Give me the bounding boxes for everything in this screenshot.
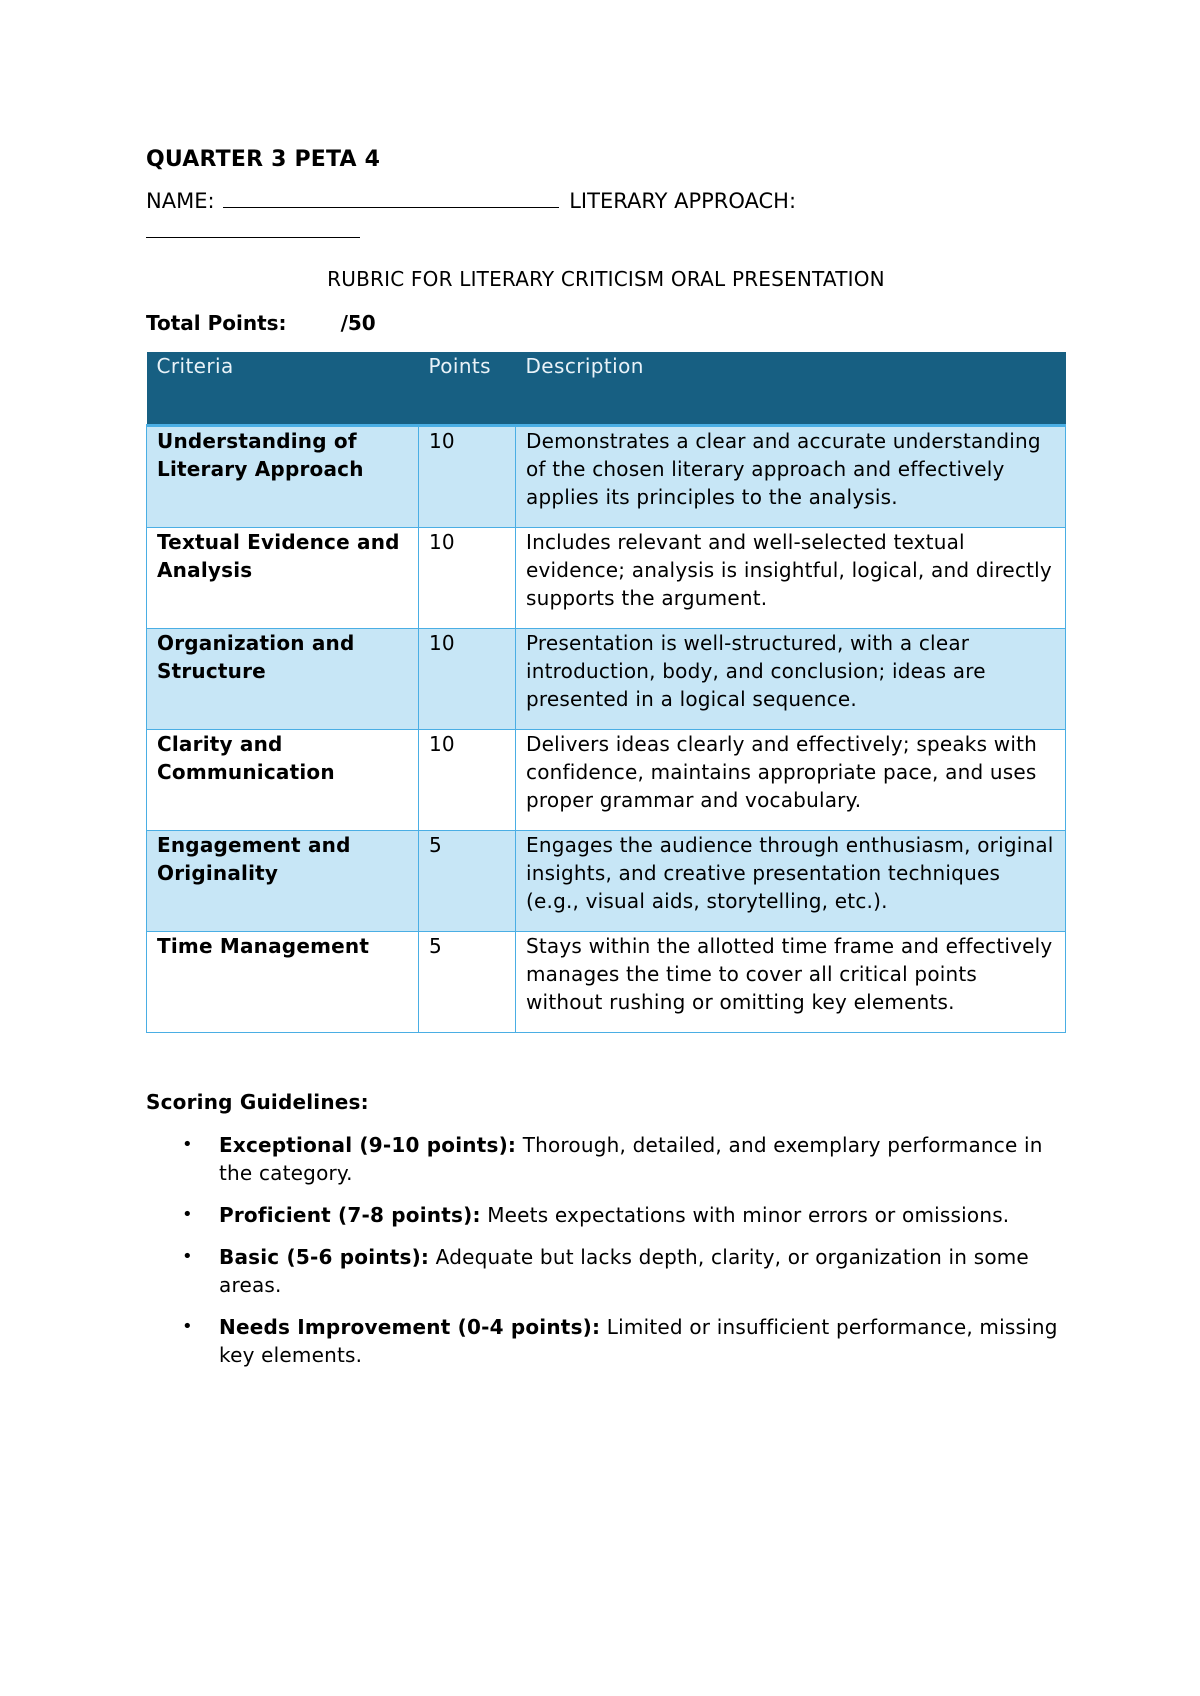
table-row: [147, 932, 1066, 1033]
criteria-cell: Understanding of Literary Approach: [147, 426, 419, 528]
list-item: [146, 1243, 1066, 1299]
points-cell: 10: [419, 629, 516, 730]
document-page: [146, 140, 1066, 1383]
bullet-icon: •: [182, 1204, 193, 1225]
criteria-cell: Organization and Structure: [147, 629, 419, 730]
points-cell: 5: [419, 932, 516, 1033]
guideline-text: Adequate but lacks depth, clarity, or organization in some areas.: [219, 1245, 1029, 1297]
total-points-value: /50: [340, 311, 376, 335]
description-cell: Includes relevant and well-selected textual evidence; analysis is insightful, logical, and directly supports the argument.: [516, 528, 1066, 629]
description-column-header: Description: [516, 352, 1066, 426]
points-cell: 10: [419, 426, 516, 528]
description-cell: Presentation is well-structured, with a clear introduction, body, and conclusion; ideas are presented in a logical sequence.: [516, 629, 1066, 730]
rubric-header-row: [147, 352, 1066, 426]
table-row: [147, 629, 1066, 730]
criteria-cell: Textual Evidence and Analysis: [147, 528, 419, 629]
description-cell: Stays within the allotted time frame and effectively manages the time to cover all critical points without rushing or omitting key elements.: [516, 932, 1066, 1033]
rubric-title: RUBRIC FOR LITERARY CRITICISM ORAL PRESENTATION: [327, 267, 885, 291]
scoring-guidelines-list: [146, 1131, 1066, 1369]
criteria-cell: Time Management: [147, 932, 419, 1033]
guideline-label: Exceptional (9-10 points):: [219, 1133, 517, 1157]
criteria-cell: Engagement and Originality: [147, 831, 419, 932]
total-points-label: Total Points:: [146, 311, 287, 335]
bullet-icon: •: [182, 1316, 193, 1337]
criteria-column-header: Criteria: [147, 352, 419, 426]
points-cell: 5: [419, 831, 516, 932]
table-row: [147, 528, 1066, 629]
table-row: [147, 730, 1066, 831]
list-item: [146, 1131, 1066, 1187]
literary-approach-label: LITERARY APPROACH:: [569, 189, 797, 213]
rubric-table: [146, 352, 1066, 1033]
guideline-label: Needs Improvement (0-4 points):: [219, 1315, 601, 1339]
list-item: [146, 1201, 1066, 1229]
description-cell: Engages the audience through enthusiasm, original insights, and creative presentation techniques (e.g., visual aids, storytelling, etc.).: [516, 831, 1066, 932]
description-cell: Demonstrates a clear and accurate understanding of the chosen literary approach and effectively applies its principles to the analysis.: [516, 426, 1066, 528]
name-label: NAME:: [146, 189, 215, 213]
guideline-text: Limited or insufficient performance, missing key elements.: [219, 1315, 1058, 1367]
list-item: [146, 1313, 1066, 1369]
bullet-icon: •: [182, 1246, 193, 1267]
table-row: [147, 426, 1066, 528]
document-title: QUARTER 3 PETA 4: [146, 147, 381, 172]
guideline-label: Proficient (7-8 points):: [219, 1203, 481, 1227]
total-points-line: [146, 308, 1066, 338]
scoring-guidelines-heading: Scoring Guidelines:: [146, 1090, 369, 1114]
name-approach-line: [146, 186, 1066, 246]
guideline-label: Basic (5-6 points):: [219, 1245, 430, 1269]
points-column-header: Points: [419, 352, 516, 426]
points-cell: 10: [419, 730, 516, 831]
guideline-text: Thorough, detailed, and exemplary performance in the category.: [219, 1133, 1043, 1185]
name-blank-line: [223, 187, 559, 208]
literary-approach-blank-line: [146, 217, 360, 238]
points-cell: 10: [419, 528, 516, 629]
description-cell: Delivers ideas clearly and effectively; speaks with confidence, maintains appropriate pace, and uses proper grammar and vocabulary.: [516, 730, 1066, 831]
bullet-icon: •: [182, 1134, 193, 1155]
guideline-text: Meets expectations with minor errors or omissions.: [487, 1203, 1010, 1227]
criteria-cell: Clarity and Communication: [147, 730, 419, 831]
table-row: [147, 831, 1066, 932]
